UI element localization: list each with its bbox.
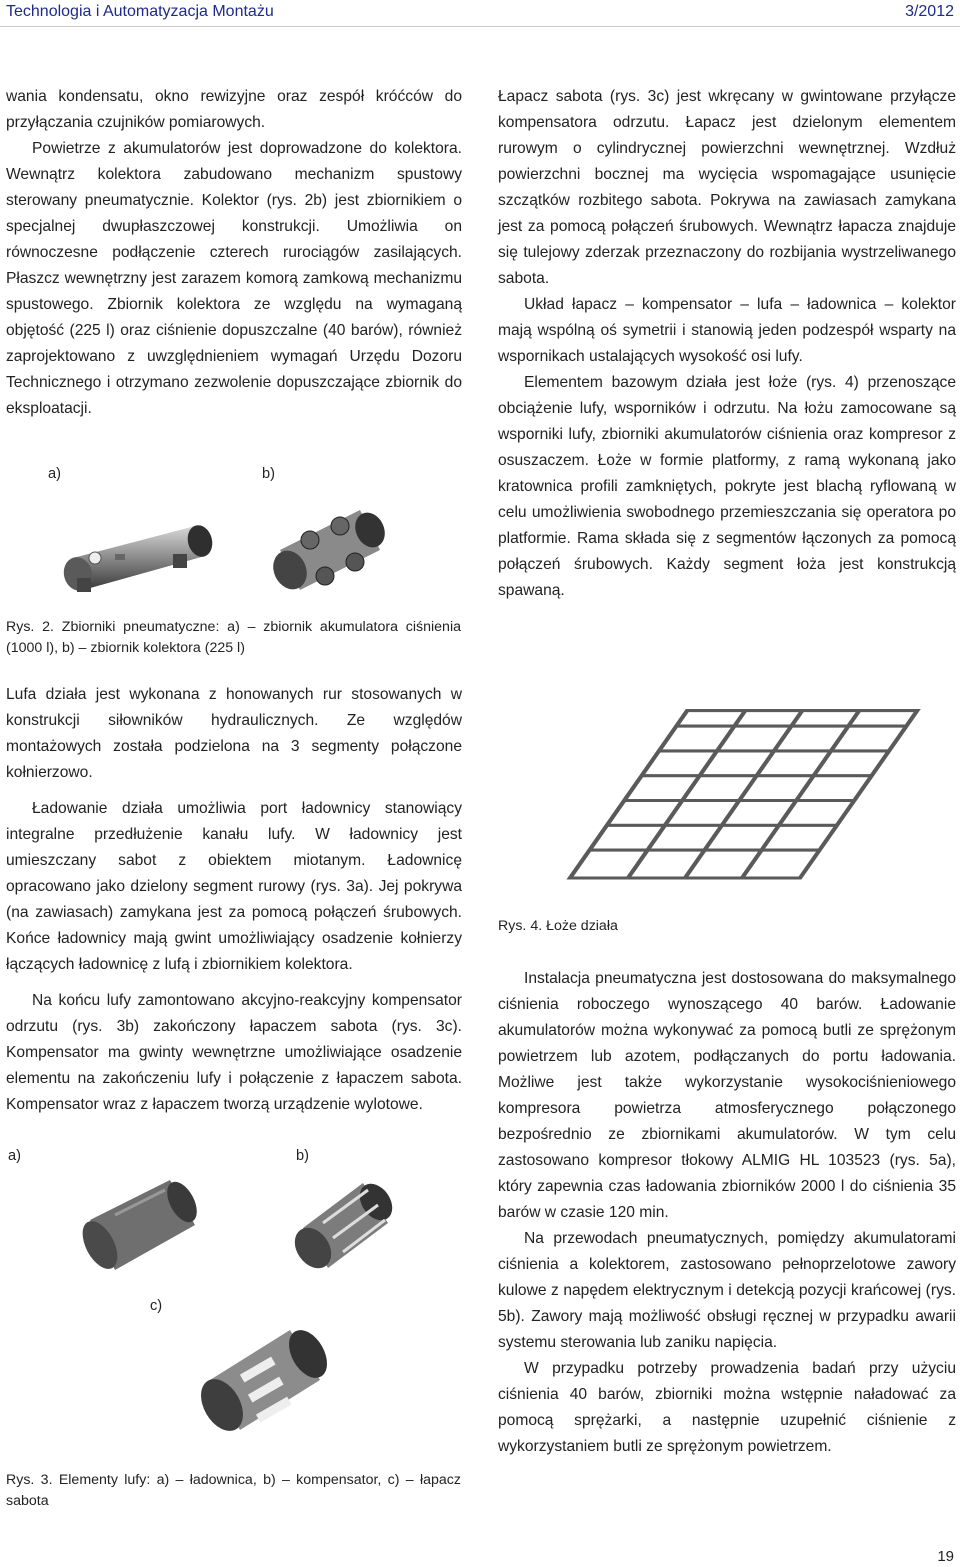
figure-label-c: c) xyxy=(150,1298,163,1314)
journal-title: Technologia i Automatyzacja Montażu xyxy=(6,3,274,20)
paragraph: wania kondensatu, okno rewizyjne oraz zespół króćców do przyłączania czujników pomiarowych. xyxy=(6,88,462,131)
compensator-figure xyxy=(288,1168,398,1278)
page-number: 19 xyxy=(937,1548,954,1565)
paragraph: Elementem bazowym działa jest łoże (rys. 4) przenoszące obciążenie lufy, wsporników i odrzutu. Na łożu zamocowane są wsporniki lufy, zbiorniki akumulatorów ciśnienia oraz kompresor z osuszaczem. Łoże w formie platformy, z ramą wykonaną jako kratownica profili zamkniętych, pokryte jest blachą ryflowaną w celu umożliwienia swobodnego przemieszczania się operatora po platformie. Rama składa się z segmentów łączonych za pomocą połączeń śrubowych. Każdy segment łoża jest konstrukcją spawaną. xyxy=(498,374,956,599)
gun-bed-figure xyxy=(560,700,955,880)
right-column-top xyxy=(498,84,956,604)
paragraph: Powietrze z akumulatorów jest doprowadzone do kolektora. Wewnątrz kolektora zabudowano mechanizm spustowy sterowany pneumatycznie. Kolektor (rys. 2b) jest zbiornikiem o specjalnej dwupłaszczowej konstrukcji. Umożliwia on równoczesne podłączenie czterech rurociągów zasilających. Płaszcz wewnętrzny jest zarazem komorą zamkową mechanizmu spustowego. Zbiornik kolektora ze względu na wymaganą objętość (225 l) oraz ciśnienie dopuszczalne (40 barów), również zaprojektowano z uwzględnieniem wymagań Urzędu Dozoru Technicznego i otrzymano zezwolenie dopuszczające zbiornik do eksploatacji. xyxy=(6,140,462,417)
figure-label-b: b) xyxy=(296,1148,309,1164)
left-column-bottom xyxy=(6,682,462,1118)
figure-2-caption: Rys. 2. Zbiorniki pneumatyczne: a) – zbiornik akumulatora ciśnienia (1000 l), b) – zbiornik kolektora (225 l) xyxy=(6,619,461,656)
figure-label-a: a) xyxy=(8,1148,21,1164)
paragraph: Na przewodach pneumatycznych, pomiędzy akumulatorami ciśnienia a kolektorem, zastosowano pełnoprzelotowe zawory kulowe z napędem elektrycznym i detekcją pozycji krańcowej (rys. 5b). Zawory mają możliwość obsługi ręcznej w przypadku awarii systemu sterowania lub zaniku napięcia. xyxy=(498,1230,956,1351)
paragraph: Lufa działa jest wykonana z honowanych rur stosowanych w konstrukcji siłowników hydraulicznych. Ze względów montażowych została podzielona na 3 segmenty połączone kołnierzowo. xyxy=(6,686,462,781)
figure-label-a: a) xyxy=(48,466,61,482)
accumulator-tank-figure xyxy=(55,496,225,596)
magazine-figure xyxy=(70,1170,210,1290)
collector-tank-figure xyxy=(270,490,390,600)
right-column-bottom xyxy=(498,966,956,1460)
figure-3-caption: Rys. 3. Elementy lufy: a) – ładownica, b) – kompensator, c) – łapacz sabota xyxy=(6,1472,461,1509)
issue-number: 3/2012 xyxy=(905,3,954,20)
sabot-catcher-figure xyxy=(190,1310,340,1450)
page-header xyxy=(0,0,960,27)
paragraph: Na końcu lufy zamontowano akcyjno-reakcyjny kompensator odrzutu (rys. 3b) zakończony łapaczem sabota (rys. 3c). Kompensator ma gwinty wewnętrzne umożliwiające osadzenie elementu na zakończeniu lufy i połączenie z łapaczem sabota. Kompensator wraz z łapaczem tworzą urządzenie wylotowe. xyxy=(6,992,462,1113)
paragraph: W przypadku potrzeby prowadzenia badań przy użyciu ciśnienia 40 barów, zbiorniki można wstępnie naładować za pomocą sprężarki, a następnie uzupełnić ciśnienie z wykorzystaniem butli ze sprężonym powietrzem. xyxy=(498,1360,956,1455)
paragraph: Instalacja pneumatyczna jest dostosowana do maksymalnego ciśnienia roboczego wynoszącego 40 barów. Ładowanie akumulatorów można wykonywać za pomocą butli ze sprężonym powietrzem lub azotem, podłączanych do portu ładowania. Możliwe jest także wykorzystanie wysokociśnieniowego kompresora powietrza atmosferycznego połączonego bezpośrednio ze zbiornikami akumulatorów. W tym celu zastosowano kompresor tłokowy ALMIG HL 103523 (rys. 5a), który zapewnia czas ładowania zbiorników 2000 l do ciśnienia 35 barów w czasie 120 min. xyxy=(498,970,956,1221)
paragraph: Układ łapacz – kompensator – lufa – ładownica – kolektor mają wspólną oś symetrii i stanowią jeden podzespół wsparty na wspornikach ustalających wysokość osi lufy. xyxy=(498,296,956,365)
paragraph: Ładowanie działa umożliwia port ładownicy stanowiący integralne przedłużenie kanału lufy. W ładownicy jest umieszczany sabot z obiektem miotanym. Ładownicę opracowano jako dzielony segment rurowy (rys. 3a). Jej pokrywa (na zawiasach) zamykana jest za pomocą połączeń śrubowych. Końce ładownicy mają gwint umożliwiający osadzenie kołnierzy łączących ładownicę z lufą i zbiornikiem kolektora. xyxy=(6,800,462,973)
left-column-top xyxy=(6,84,462,422)
paragraph: Łapacz sabota (rys. 3c) jest wkręcany w gwintowane przyłącze kompensatora odrzutu. Łapacz jest dzielonym elementem rurowym o cylindrycznej powierzchni wewnętrznej. Wzdłuż powierzchni bocznej ma wycięcia wspomagające usunięcie szczątków rozbitego sabota. Pokrywa na zawiasach zamykana jest za pomocą połączeń śrubowych. Wewnątrz łapacza znajduje się tulejowy zderzak przeznaczony do rozbijania wystrzeliwanego sabota. xyxy=(498,88,956,287)
figure-4-caption: Rys. 4. Łoże działa xyxy=(498,918,618,934)
figure-label-b: b) xyxy=(262,466,275,482)
